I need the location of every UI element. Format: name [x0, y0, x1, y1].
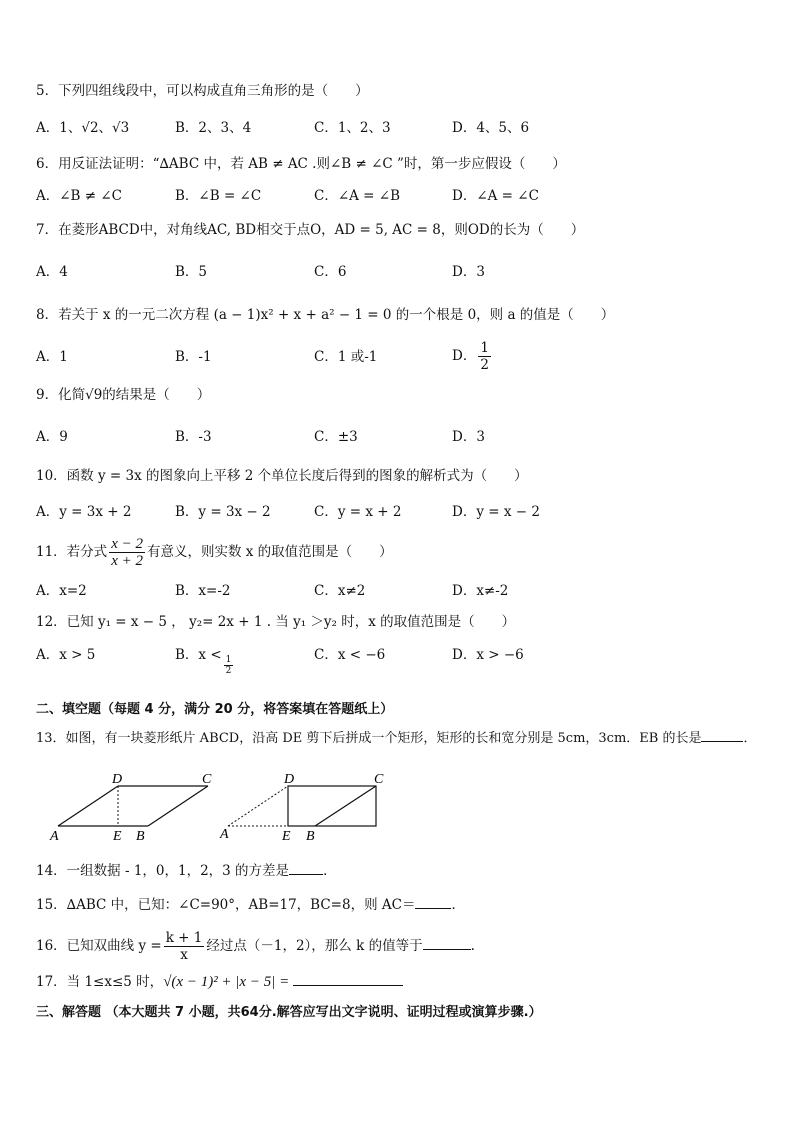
q10-option-a[interactable]: A．y = 3x + 2 — [36, 504, 132, 520]
section3-heading: 三、解答题 （本大题共 7 小题，共64分.解答应写出文字说明、证明过程或演算步骤.） — [36, 1005, 542, 1020]
q15-answer-blank[interactable] — [415, 894, 451, 909]
q8-d-denominator: 2 — [480, 357, 489, 373]
q7-option-c[interactable]: C．6 — [314, 264, 347, 280]
q16-fraction — [164, 930, 205, 963]
q11-stem-post: 有意义，则实数 x 的取值范围是（ ） — [146, 544, 393, 560]
q12-option-d[interactable]: D．x > −6 — [452, 647, 524, 663]
q14-end: ． — [323, 863, 337, 879]
q13-end: ． — [743, 731, 757, 746]
rectangle-figure — [219, 772, 384, 844]
q10-option-d[interactable]: D．y = x − 2 — [452, 504, 540, 520]
q17-answer-blank[interactable] — [293, 971, 403, 986]
q11-stem — [36, 536, 393, 569]
q8-option-d-label: D． — [452, 348, 477, 364]
q12-option-b-label: B．x < — [175, 647, 222, 663]
q12-stem: 12．已知 y₁ = x − 5 ， y₂= 2x + 1 . 当 y₁ ＞y₂ 时，x 的取值范围是（ ） — [36, 614, 516, 630]
q7-option-d[interactable]: D．3 — [452, 264, 485, 280]
q12-option-a[interactable]: A．x > 5 — [36, 647, 96, 663]
q15-stem — [36, 894, 465, 915]
q16-answer-blank[interactable] — [423, 935, 471, 950]
q17-stem-pre: 17．当 1≤x≤5 时， — [36, 974, 164, 990]
q6-option-a[interactable]: A．∠B ≠ ∠C — [36, 188, 123, 204]
q13-stem — [36, 727, 757, 749]
q8-stem: 8．若关于 x 的一元二次方程 (a − 1)x² + x + a² − 1 = 0 的一个根是 0，则 a 的值是（ ） — [36, 307, 615, 323]
fig1-label-d: D — [112, 772, 123, 787]
q11-stem-pre: 11．若分式 — [36, 544, 108, 560]
q10-stem: 10．函数 y = 3x 的图象向上平移 2 个单位长度后得到的图象的解析式为（ ） — [36, 468, 528, 484]
q11-option-d[interactable]: D．x≠-2 — [452, 583, 509, 599]
q14-stem-text: 14．一组数据 - 1，0，1，2，3 的方差是 — [36, 863, 290, 879]
q13-answer-blank[interactable] — [701, 727, 743, 742]
q14-stem — [36, 860, 337, 881]
q8-option-c[interactable]: C．1 或-1 — [314, 349, 378, 365]
rhombus-figure — [49, 772, 212, 844]
q6-stem: 6．用反证法证明：“∆ABC 中，若 AB ≠ AC .则∠B ≠ ∠C ”时，第一步应假设（ ） — [36, 156, 566, 172]
q16-end: . — [470, 938, 475, 954]
q16-stem-pre: 16．已知双曲线 y = — [36, 938, 162, 954]
q5-option-b[interactable]: B．2、3、4 — [175, 120, 252, 136]
q5-stem: 5．下列四组线段中，可以构成直角三角形的是（ ） — [36, 83, 369, 99]
q8-option-a[interactable]: A．1 — [36, 349, 68, 365]
q13-figures — [40, 768, 400, 848]
fig2-label-e: E — [282, 829, 291, 844]
q12-option-c[interactable]: C．x < −6 — [314, 647, 386, 663]
q5-option-d[interactable]: D．4、5、6 — [452, 120, 530, 136]
fig2-label-a: A — [220, 827, 229, 842]
q6-option-b[interactable]: B．∠B = ∠C — [175, 188, 262, 204]
q12-b-numerator: 1 — [225, 655, 232, 665]
q7-option-b[interactable]: B．5 — [175, 264, 208, 280]
q16-numerator: k + 1 — [165, 930, 203, 946]
q11-denominator: x + 2 — [111, 553, 143, 569]
q11-fraction — [109, 536, 145, 569]
fig2-label-b: B — [306, 829, 315, 844]
q10-option-b[interactable]: B．y = 3x − 2 — [175, 504, 271, 520]
q14-answer-blank[interactable] — [289, 860, 323, 875]
q9-option-b[interactable]: B．-3 — [175, 429, 212, 445]
fig1-label-a: A — [50, 829, 59, 844]
q10-option-c[interactable]: C．y = x + 2 — [314, 504, 402, 520]
q9-option-a[interactable]: A．9 — [36, 429, 68, 445]
q17-expression: √(x − 1)² + |x − 5| = — [163, 974, 290, 990]
q11-option-b[interactable]: B．x=-2 — [175, 583, 231, 599]
q8-option-d[interactable] — [452, 340, 493, 373]
fig1-label-e: E — [113, 829, 122, 844]
q6-option-d[interactable]: D．∠A = ∠C — [452, 188, 539, 204]
q9-option-d[interactable]: D．3 — [452, 429, 485, 445]
q13-stem-text: 13．如图，有一块菱形纸片 ABCD，沿高 DE 剪下后拼成一个矩形，矩形的长和宽分别是 5cm，3cm．EB 的长是 — [36, 731, 702, 746]
q15-stem-text: 15．∆ABC 中，已知：∠C=90°，AB=17，BC=8，则 AC＝ — [36, 897, 416, 913]
q16-stem-post: 经过点（－1，2），那么 k 的值等于 — [206, 938, 423, 954]
q6-option-c[interactable]: C．∠A = ∠B — [314, 188, 401, 204]
q5-option-a[interactable]: A．1、√2、√3 — [36, 120, 130, 136]
q15-end: ． — [451, 897, 465, 913]
q5-option-c[interactable]: C．1、2、3 — [314, 120, 391, 136]
q7-option-a[interactable]: A．4 — [36, 264, 68, 280]
q11-option-a[interactable]: A．x=2 — [36, 583, 87, 599]
q8-d-numerator: 1 — [480, 340, 489, 356]
q11-option-c[interactable]: C．x≠2 — [314, 583, 366, 599]
q12-option-b-fraction — [224, 655, 234, 676]
q9-stem: 9．化简√9的结果是（ ） — [36, 387, 211, 403]
fig2-label-c: C — [374, 772, 384, 787]
q12-b-denominator: 2 — [225, 666, 232, 676]
q9-option-c[interactable]: C．±3 — [314, 429, 358, 445]
q8-option-b[interactable]: B．-1 — [175, 349, 212, 365]
q11-numerator: x − 2 — [111, 536, 143, 552]
q16-stem — [36, 930, 475, 963]
fig1-label-b: B — [136, 829, 145, 844]
q7-stem: 7．在菱形ABCD中，对角线AC, BD相交于点O，AD = 5, AC = 8，则OD的长为（ ） — [36, 222, 585, 238]
q17-stem — [36, 971, 403, 992]
q8-option-d-fraction — [478, 340, 491, 373]
fig1-label-c: C — [202, 772, 212, 787]
fig2-label-d: D — [284, 772, 295, 787]
q12-option-b[interactable] — [175, 645, 235, 676]
q16-denominator: x — [180, 947, 188, 963]
section2-heading: 二、填空题（每题 4 分，满分 20 分，将答案填在答题纸上） — [36, 702, 394, 717]
